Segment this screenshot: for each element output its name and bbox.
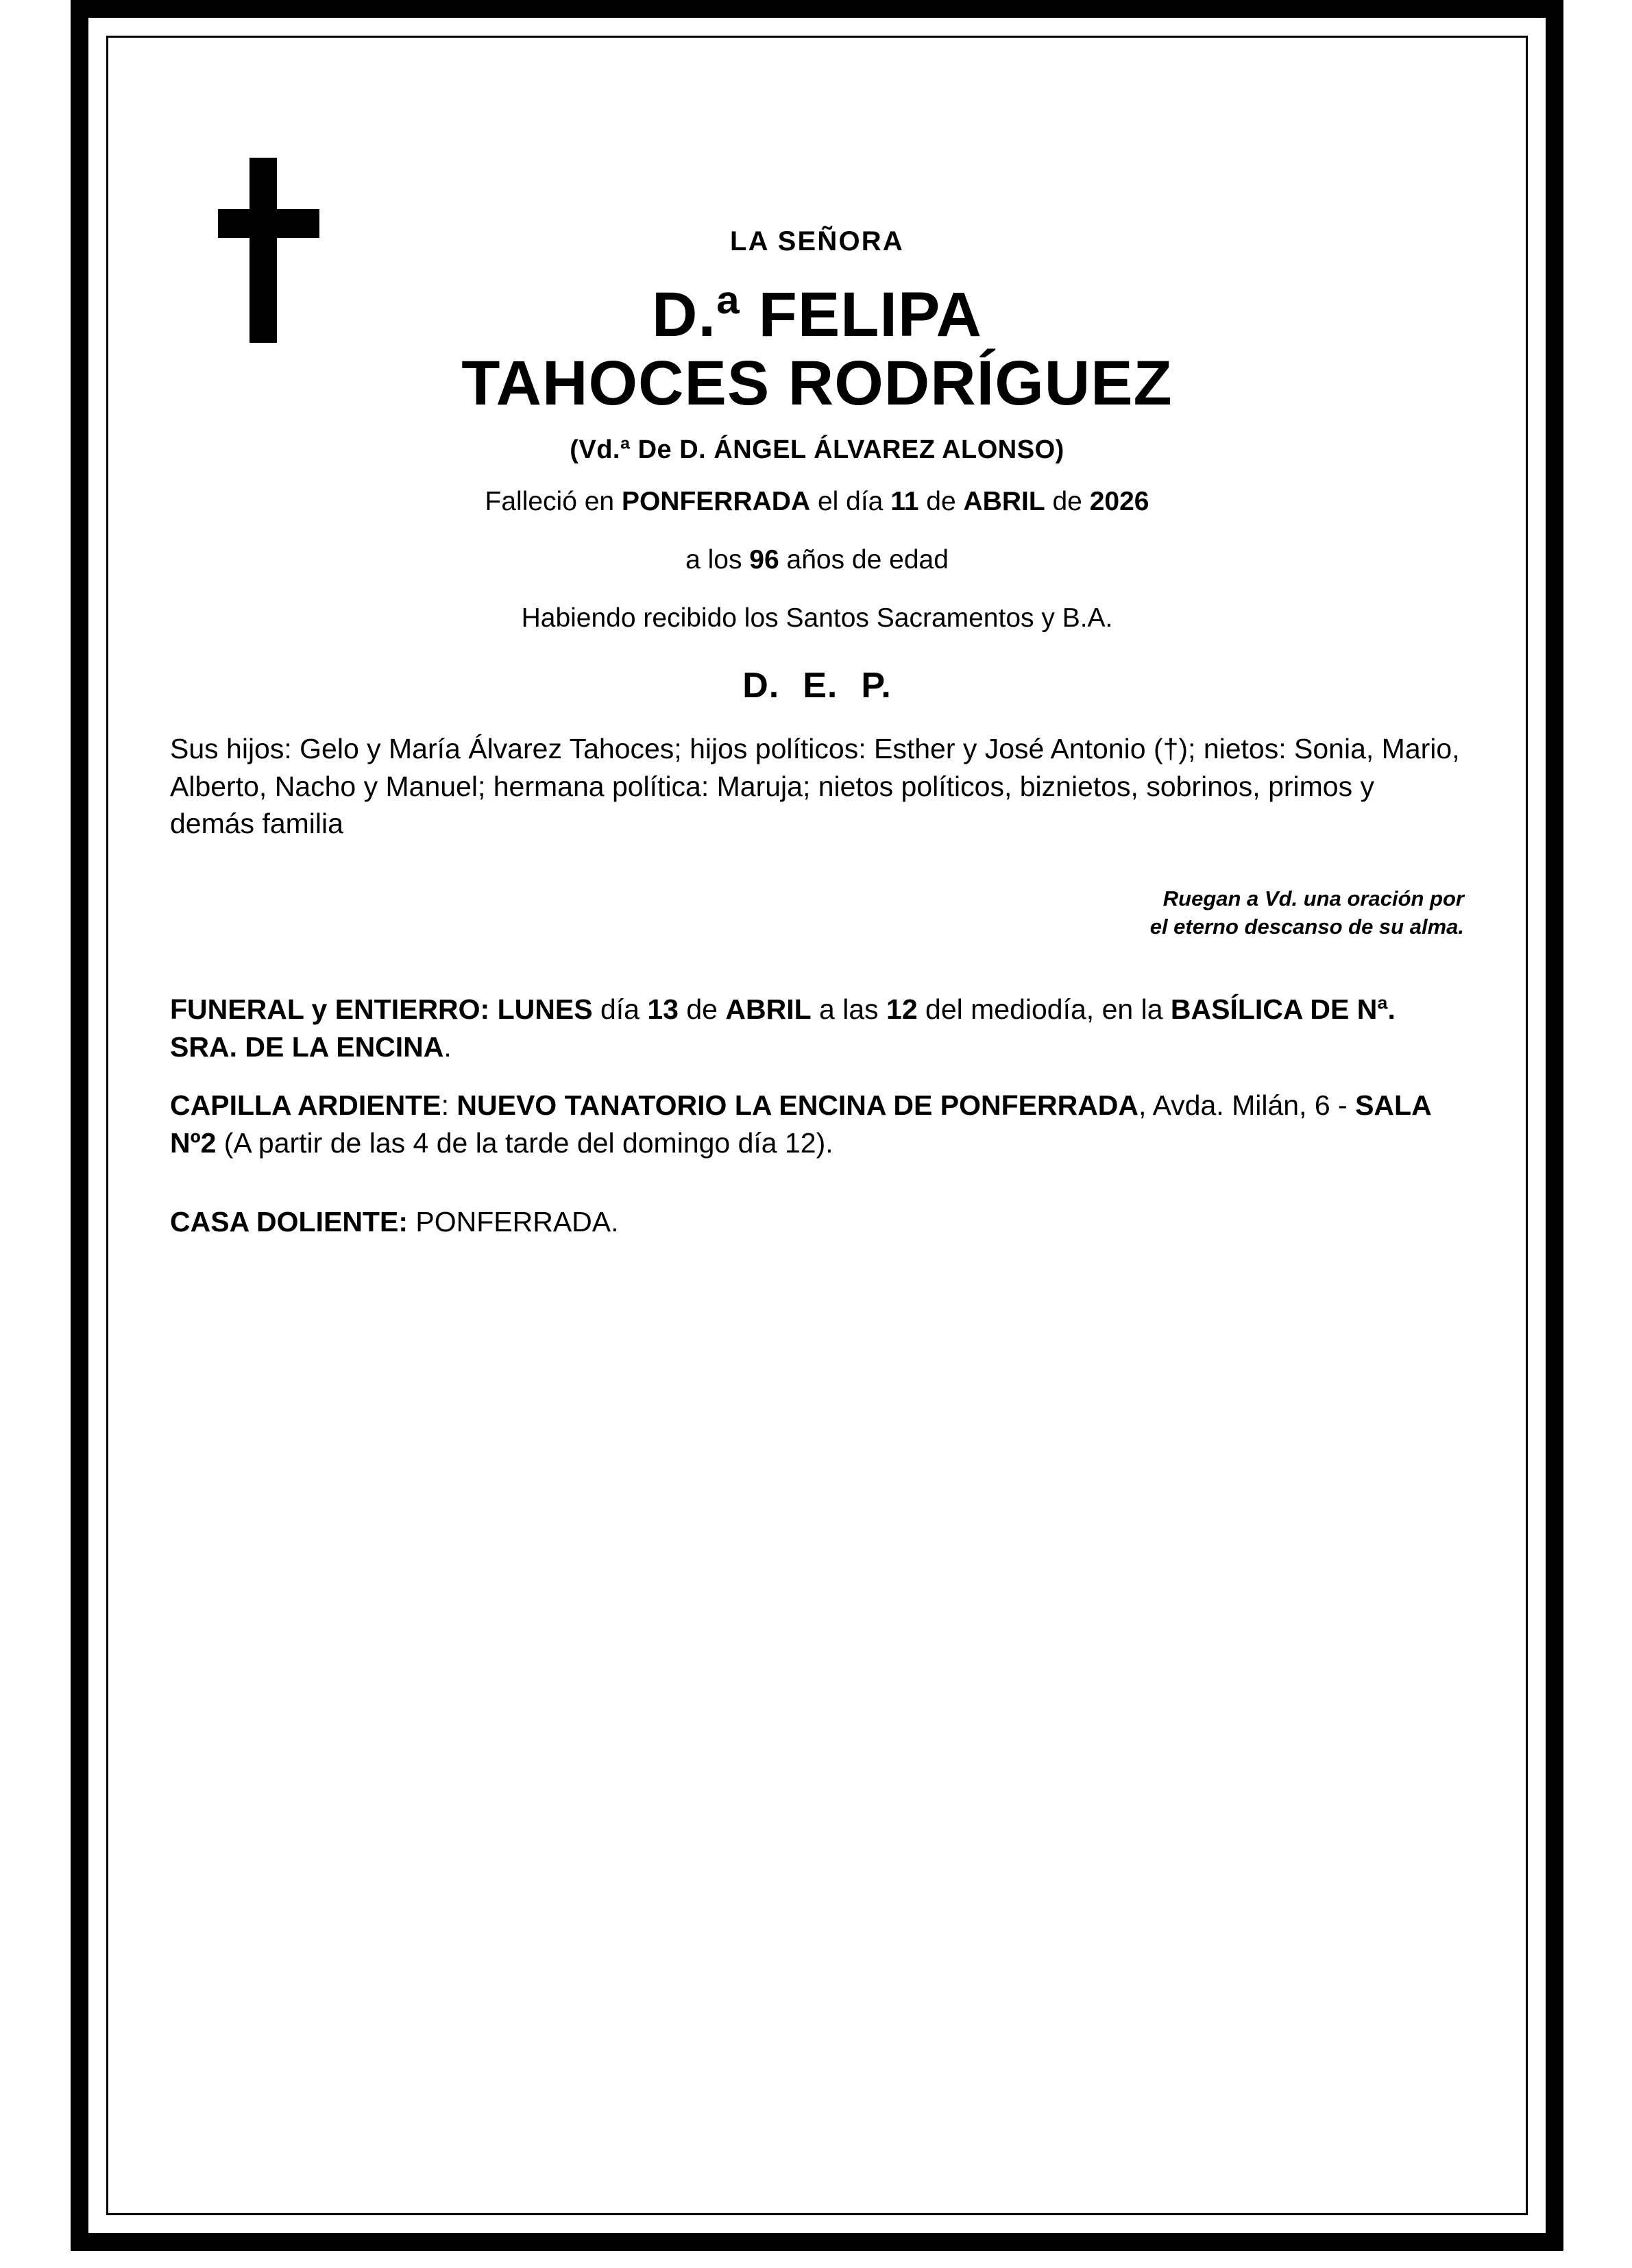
funeral-venue: BASÍLICA DE Nª. SRA. DE LA ENCINA — [170, 993, 1396, 1063]
prayer-line-1: Ruegan a Vd. una oración por — [1162, 886, 1464, 910]
capilla-address: Avda. Milán, 6 - — [1152, 1089, 1356, 1121]
prayer-request — [170, 884, 1464, 941]
casa-doliente-value: PONFERRADA. — [407, 1206, 619, 1238]
family-paragraph: Sus hijos: Gelo y María Álvarez Tahoces; hijos políticos: Esther y José Antonio (†); nietos: Sonia, Mario, Alberto, Nacho y Manuel; hermana política: Maruja; nietos políticos, biznietos, sobrinos, primos y demás familia — [170, 733, 1460, 840]
capilla-venue: NUEVO TANATORIO LA ENCINA DE PONFERRADA — [456, 1089, 1139, 1121]
death-year: 2026 — [1089, 487, 1149, 516]
widow-of-label: (Vd.ª De D. ÁNGEL ÁLVAREZ ALONSO) — [570, 435, 1064, 464]
capilla-ardiente-details — [170, 1087, 1464, 1161]
death-month: ABRIL — [963, 487, 1045, 516]
esquela-content — [108, 38, 1526, 2213]
death-day: 11 — [890, 487, 919, 516]
age-value: 96 — [749, 545, 779, 575]
dep-line — [108, 665, 1526, 706]
age-prefix: a los — [685, 545, 750, 575]
funeral-dia: día — [592, 993, 648, 1025]
funeral-hour: 12 — [886, 993, 918, 1025]
funeral-period: . — [443, 1030, 452, 1063]
funeral-details — [170, 991, 1464, 1065]
page-frame-outer — [71, 0, 1563, 2251]
funeral-month: ABRIL — [725, 993, 812, 1025]
capilla-note: (A partir de las 4 de la tarde del domingo día 12). — [216, 1126, 833, 1159]
death-details-line — [108, 487, 1526, 517]
death-prefix: Falleció en — [485, 487, 622, 516]
sacraments-line: Habiendo recibido los Santos Sacramentos y B.A. — [521, 603, 1113, 633]
page-frame-inner — [106, 36, 1528, 2215]
capilla-colon: : — [441, 1089, 457, 1121]
casa-doliente-label: CASA DOLIENTE: — [170, 1206, 408, 1238]
prayer-line-2: el eterno descanso de su alma. — [1149, 915, 1464, 939]
deceased-name-line-2: TAHOCES RODRÍGUEZ — [461, 348, 1173, 418]
death-mid: el día — [810, 487, 891, 516]
casa-doliente-details — [170, 1203, 1464, 1241]
death-place: PONFERRADA — [621, 487, 811, 516]
funeral-day: 13 — [647, 993, 679, 1025]
funeral-at: a las — [811, 993, 887, 1025]
death-de-2: de — [1045, 487, 1090, 516]
funeral-space-1 — [489, 993, 497, 1025]
deceased-name-line-1: D.ª FELIPA — [652, 280, 982, 350]
funeral-weekday: LUNES — [497, 993, 593, 1025]
dep-d: D. — [742, 666, 780, 705]
capilla-room: SALA Nº2 — [170, 1089, 1431, 1159]
funeral-de: de — [678, 993, 726, 1025]
funeral-time-suffix: del mediodía, en la — [917, 993, 1171, 1025]
capilla-comma: , — [1138, 1089, 1147, 1121]
death-de-1: de — [918, 487, 964, 516]
funeral-label: FUNERAL y ENTIERRO: — [170, 993, 490, 1025]
age-line — [108, 545, 1526, 575]
age-suffix: años de edad — [779, 545, 949, 575]
capilla-label: CAPILLA ARDIENTE — [170, 1089, 441, 1121]
dep-e: E. — [803, 666, 838, 705]
honorific-label: LA SEÑORA — [730, 226, 904, 256]
dep-p: P. — [861, 666, 892, 705]
capilla-break — [1146, 1089, 1152, 1121]
